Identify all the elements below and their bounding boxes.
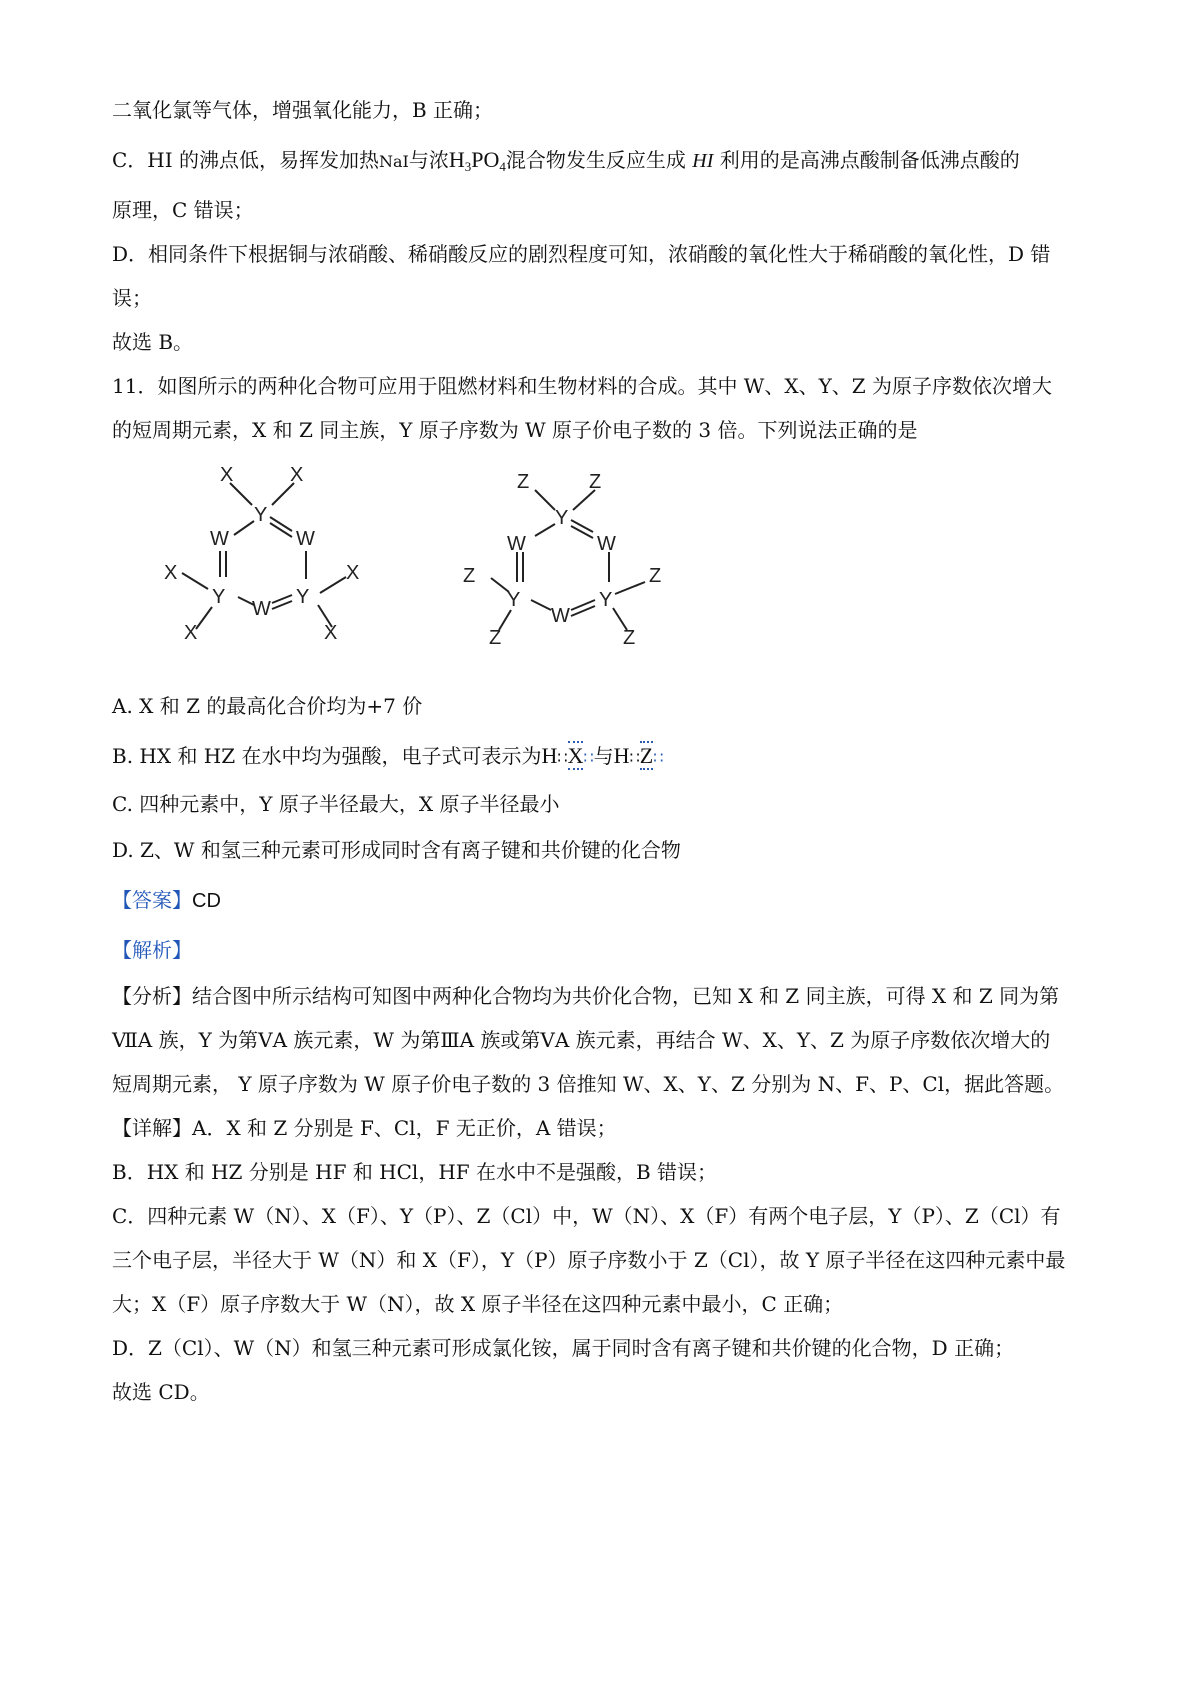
svg-text:W: W bbox=[551, 605, 570, 627]
analysis-text: 【分析】结合图中所示结构可知图中两种化合物均为共价化合物，已知 X 和 Z 同主族，可得 X 和 Z 同为第 bbox=[112, 984, 1060, 1008]
svg-text:Y: Y bbox=[254, 504, 268, 526]
molecule-diagram-left bbox=[160, 455, 390, 655]
svg-text:Y: Y bbox=[507, 589, 521, 611]
option-d: D. Z、W 和氢三种元素可形成同时含有离子键和共价键的化合物 bbox=[112, 838, 681, 862]
text-line: D．相同条件下根据铜与浓硝酸、稀硝酸反应的剧烈程度可知，浓硝酸的氧化性大于稀硝酸的氧化性，D 错 bbox=[112, 242, 1051, 266]
text-line: 原理，C 错误； bbox=[112, 198, 254, 222]
svg-text:Z: Z bbox=[463, 565, 476, 587]
detail-d: D．Z（Cl）、W（N）和氢三种元素可形成氯化铵，属于同时含有离子键和共价键的化合物，D 正确； bbox=[112, 1336, 1015, 1360]
option-a: A. X 和 Z 的最高化合价均为+7 价 bbox=[112, 694, 423, 718]
svg-text:Z: Z bbox=[489, 627, 502, 649]
svg-text:Y: Y bbox=[212, 586, 226, 608]
text-line: 误； bbox=[112, 286, 152, 310]
detail-c: C．四种元素 W（N）、X（F）、Y（P）、Z（Cl）中，W（N）、X（F）有两个电子层，Y（P）、Z（Cl）有 bbox=[112, 1204, 1061, 1228]
h3po4-formula: $H_3PO_4$ bbox=[448, 147, 506, 174]
detail-c: 大；X（F）原子序数大于 W（N），故 X 原子半径在这四种元素中最小，C 正确； bbox=[112, 1292, 844, 1316]
svg-text:Z: Z bbox=[517, 471, 530, 493]
svg-text:X: X bbox=[184, 622, 198, 644]
svg-text:Z: Z bbox=[623, 627, 636, 649]
answer-line bbox=[112, 886, 221, 915]
answer-value: CD bbox=[192, 890, 221, 912]
option-c: C. 四种元素中，Y 原子半径最大，X 原子半径最小 bbox=[112, 792, 560, 816]
text-line: 二氧化氯等气体，增强氧化能力，B 正确； bbox=[112, 98, 494, 122]
question-11-stem: 11．如图所示的两种化合物可应用于阻燃材料和生物材料的合成。其中 W、X、Y、Z 为原子序数依次增大 bbox=[112, 374, 1053, 398]
svg-text:X: X bbox=[324, 622, 338, 644]
conclusion: 故选 CD。 bbox=[112, 1380, 210, 1404]
detail-a: 【详解】A．X 和 Z 分别是 F、Cl，F 无正价，A 错误； bbox=[112, 1116, 617, 1140]
svg-text:X: X bbox=[164, 562, 178, 584]
svg-text:Y: Y bbox=[296, 586, 310, 608]
svg-text:Y: Y bbox=[599, 589, 613, 611]
svg-text:X: X bbox=[220, 464, 234, 486]
svg-text:W: W bbox=[210, 528, 229, 550]
svg-text:W: W bbox=[597, 533, 616, 555]
svg-text:Y: Y bbox=[555, 507, 569, 529]
answer-label: 【答案】 bbox=[112, 888, 192, 912]
analysis-label: 【解析】 bbox=[112, 938, 192, 962]
electron-formula-hx: H∷X∷ bbox=[541, 743, 594, 768]
electron-formula-hz: H∷Z∷ bbox=[613, 743, 664, 768]
option-b: B. HX 和 HZ 在水中均为强酸，电子式可表示为H∷X∷与H∷Z∷ bbox=[112, 743, 664, 768]
detail-b: B．HX 和 HZ 分别是 HF 和 HCl，HF 在水中不是强酸，B 错误； bbox=[112, 1160, 718, 1184]
svg-text:Z: Z bbox=[589, 471, 602, 493]
svg-text:W: W bbox=[507, 533, 526, 555]
svg-text:W: W bbox=[252, 598, 271, 620]
text-line: 故选 B。 bbox=[112, 330, 194, 354]
analysis-text: ⅦA 族，Y 为第ⅤA 族元素，W 为第ⅢA 族或第ⅤA 族元素，再结合 W、X、Y、Z 为原子序数依次增大的 bbox=[112, 1028, 1051, 1052]
svg-text:Z: Z bbox=[649, 565, 662, 587]
svg-text:X: X bbox=[290, 464, 304, 486]
question-11-stem: 的短周期元素，X 和 Z 同主族，Y 原子序数为 W 原子价电子数的 3 倍。下列说法正确的是 bbox=[112, 418, 918, 442]
svg-text:X: X bbox=[346, 562, 360, 584]
option-c-explanation: C．HI 的沸点低，易挥发加热NaI与浓$H_3PO_4$混合物发生反应生成 HI 利用的是高沸点酸制备低沸点酸的 bbox=[112, 147, 1020, 174]
svg-text:W: W bbox=[296, 528, 315, 550]
molecule-diagram-right bbox=[463, 458, 725, 658]
detail-c: 三个电子层，半径大于 W（N）和 X（F），Y（P）原子序数小于 Z（Cl），故 Y 原子半径在这四种元素中最 bbox=[112, 1248, 1066, 1272]
hi-formula: HI bbox=[692, 150, 714, 172]
analysis-text: 短周期元素， Y 原子序数为 W 原子价电子数的 3 倍推知 W、X、Y、Z 分别为 N、F、P、Cl，据此答题。 bbox=[112, 1072, 1065, 1096]
